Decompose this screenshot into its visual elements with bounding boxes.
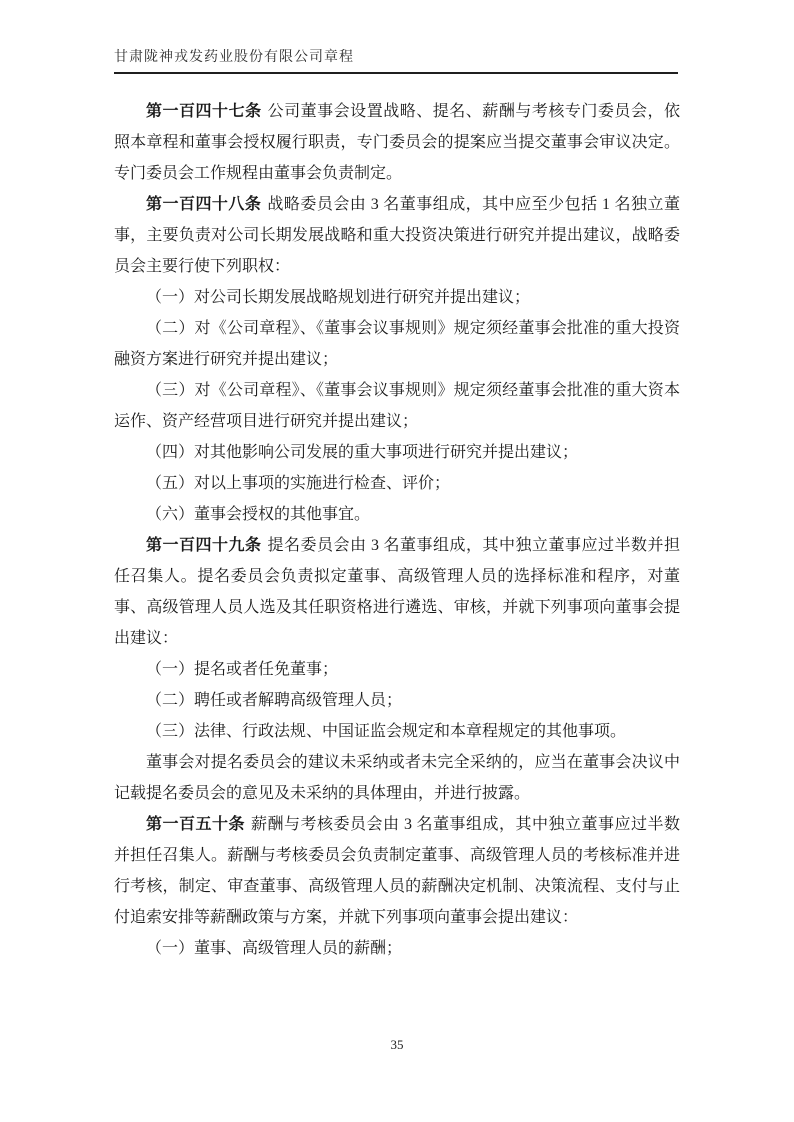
list-item-paragraph: （三）对《公司章程》、《董事会议事规则》规定须经董事会批准的重大资本运作、资产经营项目进行研究并提出建议； [114, 382, 680, 430]
document-body [114, 96, 680, 964]
page-header [114, 46, 678, 74]
article-paragraph: 第一百四十七条 公司董事会设置战略、提名、薪酬与考核专门委员会，依照本章程和董事会授权履行职责，专门委员会的提案应当提交董事会审议决定。专门委员会工作规程由董事会负责制定。 [114, 103, 680, 182]
body-paragraph: 董事会对提名委员会的建议未采纳或者未完全采纳的，应当在董事会决议中记载提名委员会的意见及未采纳的具体理由，并进行披露。 [114, 754, 680, 802]
list-item-paragraph: （五）对以上事项的实施进行检查、评价； [146, 475, 451, 492]
article-paragraph: 第一百四十九条 提名委员会由 3 名董事组成，其中独立董事应过半数并担任召集人。提名委员会负责拟定董事、高级管理人员的选择标准和程序，对董事、高级管理人员人选及其任职资格进行遴选、审核，并就下列事项向董事会提出建议： [114, 537, 680, 647]
article-number: 第一百四十八条 [146, 196, 262, 213]
list-item-paragraph: （一）提名或者任免董事； [146, 661, 339, 678]
list-item-paragraph: （六）董事会授权的其他事宜。 [146, 506, 371, 523]
article-paragraph: 第一百五十条 薪酬与考核委员会由 3 名董事组成，其中独立董事应过半数并担任召集人。薪酬与考核委员会负责制定董事、高级管理人员的考核标准并进行考核，制定、审查董事、高级管理人员的薪酬决定机制、决策流程、支付与止付追索安排等薪酬政策与方案，并就下列事项向董事会提出建议： [114, 816, 680, 926]
list-item-paragraph: （四）对其他影响公司发展的重大事项进行研究并提出建议； [146, 444, 579, 461]
article-number: 第一百四十七条 [146, 103, 262, 120]
article-number: 第一百五十条 [146, 816, 245, 833]
list-item-paragraph: （三）法律、行政法规、中国证监会规定和本章程规定的其他事项。 [146, 723, 627, 740]
page-footer [0, 1036, 794, 1054]
list-item-paragraph: （二）对《公司章程》、《董事会议事规则》规定须经董事会批准的重大投资融资方案进行研究并提出建议； [114, 320, 680, 368]
article-paragraph: 第一百四十八条 战略委员会由 3 名董事组成，其中应至少包括 1 名独立董事，主要负责对公司长期发展战略和重大投资决策进行研究并提出建议，战略委员会主要行使下列职权： [114, 196, 680, 275]
list-item-paragraph: （一）对公司长期发展战略规划进行研究并提出建议； [146, 289, 531, 306]
article-number: 第一百四十九条 [146, 537, 262, 554]
list-item-paragraph: （一）董事、高级管理人员的薪酬； [146, 940, 403, 957]
page-number: 35 [390, 1037, 404, 1052]
header-title: 甘肃陇神戎发药业股份有限公司章程 [114, 46, 678, 74]
list-item-paragraph: （二）聘任或者解聘高级管理人员； [146, 692, 403, 709]
